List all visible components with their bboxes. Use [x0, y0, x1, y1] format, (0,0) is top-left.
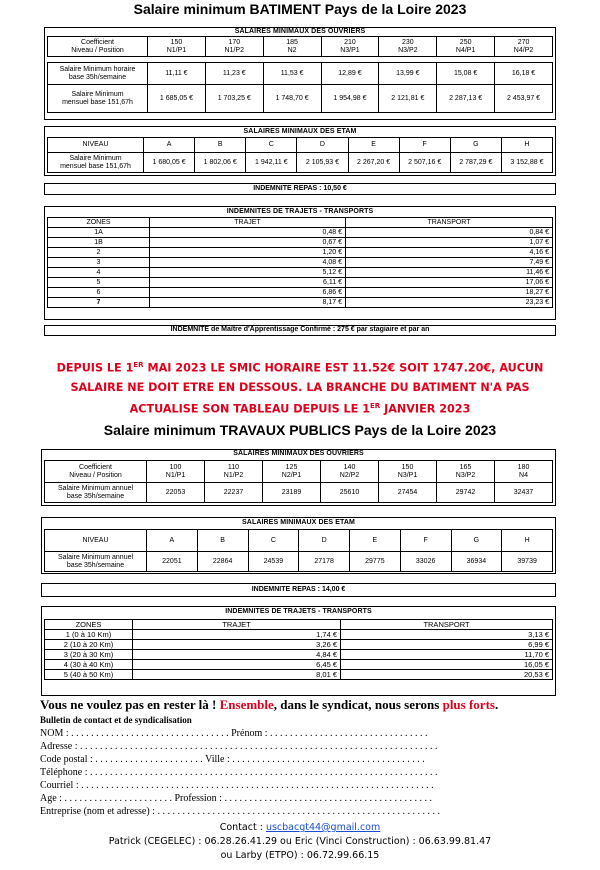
batiment-apprentissage-banner: INDEMNITE de Maître d'Apprentissage Confirmé : 275 € par stagiaire et par an	[44, 325, 556, 336]
value-cell: 32437	[495, 483, 553, 503]
batiment-trajets-table	[47, 217, 553, 308]
level-cell: F	[399, 138, 450, 153]
coef-cell: 170 N1/P2	[205, 37, 263, 57]
value-cell: 13,99 €	[379, 63, 437, 85]
zone-row	[48, 298, 553, 308]
value-cell: 15,08 €	[437, 63, 495, 85]
zone-row	[48, 228, 553, 238]
value-cell: 1 685,05 €	[148, 85, 206, 113]
transport-cell: 0,84 €	[346, 228, 553, 238]
col-zones: ZONES	[48, 218, 150, 228]
level-cell: D	[297, 138, 348, 153]
value-cell: 29742	[437, 483, 495, 503]
level-cell: A	[144, 138, 195, 153]
batiment-trajets-header: INDEMNITES DE TRAJETS - TRANSPORTS	[226, 208, 374, 215]
zone-row	[45, 650, 553, 660]
form-heading: Bulletin de contact et de syndicalisation	[40, 715, 192, 725]
zone-cell: 5 (40 à 50 Km)	[45, 670, 133, 680]
tp-ouvriers-header: SALAIRES MINIMAUX DES OUVRIERS	[233, 450, 364, 457]
trajet-cell: 5,12 €	[150, 268, 346, 278]
form-field-nom[interactable]: NOM : . . . . . . . . . . . . . . . . . . . . . . . . . . . . . . . . Prénom : . . . . . . . . . . . . . . . . . . . . . . . . . . . . . . . .	[40, 728, 428, 739]
trajet-cell: 1,74 €	[133, 630, 341, 640]
value-cell: 11,11 €	[148, 63, 206, 85]
zone-cell: 1A	[48, 228, 150, 238]
tp-repas-banner: INDEMNITE REPAS : 14,00 €	[41, 583, 556, 597]
coef-cell: 165 N3/P2	[437, 461, 495, 483]
coef-cell: 185 N2	[263, 37, 321, 57]
transport-cell: 6,99 €	[341, 640, 553, 650]
coef-header-cell: Coefficient Niveau / Position	[45, 461, 147, 483]
coef-cell: 140 N2/P2	[321, 461, 379, 483]
value-cell: 2 105,93 €	[297, 153, 348, 173]
row-label: Salaire Minimum mensuel base 151,67h	[48, 85, 148, 113]
zone-row	[48, 258, 553, 268]
coef-cell: 125 N2/P1	[263, 461, 321, 483]
coef-cell: 110 N1/P2	[205, 461, 263, 483]
trajet-cell: 8,01 €	[133, 670, 341, 680]
trajet-cell: 0,67 €	[150, 238, 346, 248]
level-cell: G	[450, 138, 501, 153]
trajet-cell: 3,26 €	[133, 640, 341, 650]
trajet-cell: 6,86 €	[150, 288, 346, 298]
value-cell: 24539	[248, 552, 299, 572]
col-transport: TRANSPORT	[341, 620, 553, 630]
form-field-code-postal[interactable]: Code postal : . . . . . . . . . . . . . . . . . . . . . . Ville : . . . . . . . . . . . . . . . . . . . . . . . . . . . . . . . . . . . . . . .	[40, 754, 425, 765]
zone-row	[45, 630, 553, 640]
transport-cell: 20,53 €	[341, 670, 553, 680]
zone-cell: 3 (20 à 30 Km)	[45, 650, 133, 660]
value-cell: 2 267,20 €	[348, 153, 399, 173]
col-transport: TRANSPORT	[346, 218, 553, 228]
value-cell: 23189	[263, 483, 321, 503]
value-cell: 2 453,97 €	[495, 85, 553, 113]
smic-notice: DEPUIS LE 1ER MAI 2023 LE SMIC HORAIRE EST 11.52€ SOIT 1747.20€, AUCUN SALAIRE NE DOIT ETRE EN DESSOUS. LA BRANCHE DU BATIMENT N'A PAS ACTUALISE SON TABLEAU DEPUIS LE 1ER JANVIER 2023	[56, 361, 544, 416]
niveau-label: NIVEAU	[45, 530, 147, 552]
level-cell: D	[299, 530, 350, 552]
zone-row	[48, 268, 553, 278]
zone-cell: 3	[48, 258, 150, 268]
batiment-etam-table	[47, 137, 553, 173]
level-cell: C	[246, 138, 297, 153]
trajet-cell: 8,17 €	[150, 298, 346, 308]
level-cell: C	[248, 530, 299, 552]
niveau-label: NIVEAU	[48, 138, 144, 153]
form-field-adresse[interactable]: Adresse : . . . . . . . . . . . . . . . . . . . . . . . . . . . . . . . . . . . . . . . . . . . . . . . . . . . . . . . . . . . . . . . . . . . . . . . .	[40, 741, 438, 752]
value-cell: 1 703,25 €	[205, 85, 263, 113]
form-field-entreprise[interactable]: Entreprise (nom et adresse) : . . . . . . . . . . . . . . . . . . . . . . . . . . . . . . . . . . . . . . . . . . . . . . . . . . . . . . . . .	[40, 806, 440, 817]
coef-cell: 250 N4/P1	[437, 37, 495, 57]
value-cell: 27454	[379, 483, 437, 503]
value-cell: 22053	[147, 483, 205, 503]
value-cell: 1 802,06 €	[195, 153, 246, 173]
value-cell: 1 748,70 €	[263, 85, 321, 113]
trajet-cell: 0,48 €	[150, 228, 346, 238]
transport-cell: 4,16 €	[346, 248, 553, 258]
zone-row	[45, 660, 553, 670]
tp-trajets-table	[44, 619, 553, 680]
transport-cell: 7,49 €	[346, 258, 553, 268]
level-cell: F	[400, 530, 451, 552]
value-cell: 2 121,81 €	[379, 85, 437, 113]
transport-cell: 11,70 €	[341, 650, 553, 660]
coef-cell: 270 N4/P2	[495, 37, 553, 57]
value-cell: 12,89 €	[321, 63, 379, 85]
zone-cell: 6	[48, 288, 150, 298]
transport-cell: 17,06 €	[346, 278, 553, 288]
zone-row	[45, 670, 553, 680]
trajet-cell: 1,20 €	[150, 248, 346, 258]
value-cell: 39739	[502, 552, 553, 572]
value-cell: 11,23 €	[205, 63, 263, 85]
level-cell: A	[147, 530, 198, 552]
transport-cell: 16,05 €	[341, 660, 553, 670]
row-label: Salaire Minimum horaire base 35h/semaine	[48, 63, 148, 85]
col-zones: ZONES	[45, 620, 133, 630]
value-cell: 22864	[197, 552, 248, 572]
tp-etam-header: SALAIRES MINIMAUX DES ETAM	[242, 519, 355, 526]
coef-cell: 100 N1/P1	[147, 461, 205, 483]
zone-row	[45, 640, 553, 650]
appeal-text: Vous ne voulez pas en rester là ! Ensemble, dans le syndicat, nous serons plus forts.	[40, 697, 499, 712]
form-field-age[interactable]: Age : . . . . . . . . . . . . . . . . . . . . . . Profession : . . . . . . . . . . . . . . . . . . . . . . . . . . . . . . . . . . . . . . . . . .	[40, 793, 432, 804]
row-label: Salaire Minimum annuel base 35h/semaine	[45, 552, 147, 572]
tp-title: Salaire minimum TRAVAUX PUBLICS Pays de la Loire 2023	[103, 422, 497, 438]
coef-cell: 150 N1/P1	[148, 37, 206, 57]
row-label: Salaire Minimum mensuel base 151,67h	[48, 153, 144, 173]
value-cell: 1 954,98 €	[321, 85, 379, 113]
coef-cell: 210 N3/P1	[321, 37, 379, 57]
tp-ouvriers-table	[44, 460, 553, 503]
value-cell: 1 680,05 €	[144, 153, 195, 173]
transport-cell: 3,13 €	[341, 630, 553, 640]
transport-cell: 11,46 €	[346, 268, 553, 278]
value-cell: 2 507,16 €	[399, 153, 450, 173]
value-cell: 11,53 €	[263, 63, 321, 85]
trajet-cell: 6,11 €	[150, 278, 346, 288]
row-label: Salaire Minimum annuel base 35h/semaine	[45, 483, 147, 503]
zone-cell: 1 (0 à 10 Km)	[45, 630, 133, 640]
trajet-cell: 6,45 €	[133, 660, 341, 670]
level-cell: G	[451, 530, 502, 552]
value-cell: 22051	[147, 552, 198, 572]
level-cell: E	[350, 530, 401, 552]
level-cell: H	[502, 530, 553, 552]
batiment-etam-header: SALAIRES MINIMAUX DES ETAM	[243, 128, 357, 135]
tp-trajets-header: INDEMNITES DE TRAJETS - TRANSPORTS	[225, 608, 372, 615]
col-trajet: TRAJET	[133, 620, 341, 630]
trajet-cell: 4,84 €	[133, 650, 341, 660]
transport-cell: 1,07 €	[346, 238, 553, 248]
col-trajet: TRAJET	[150, 218, 346, 228]
zone-cell: 1B	[48, 238, 150, 248]
zone-cell: 7	[48, 298, 150, 308]
value-cell: 22237	[205, 483, 263, 503]
value-cell: 16,18 €	[495, 63, 553, 85]
zone-cell: 4 (30 à 40 Km)	[45, 660, 133, 670]
zone-cell: 5	[48, 278, 150, 288]
level-cell: B	[195, 138, 246, 153]
value-cell: 2 287,13 €	[437, 85, 495, 113]
tp-etam-table	[44, 529, 553, 572]
level-cell: B	[197, 530, 248, 552]
batiment-ouvriers-header: SALAIRES MINIMAUX DES OUVRIERS	[234, 28, 366, 35]
value-cell: 29775	[350, 552, 401, 572]
value-cell: 36934	[451, 552, 502, 572]
value-cell: 33026	[400, 552, 451, 572]
coef-header-cell: Coefficient Niveau / Position	[48, 37, 148, 57]
zone-row	[48, 288, 553, 298]
trajet-cell: 4,08 €	[150, 258, 346, 268]
contact-line: Contact : uscbacgt44@gmail.com	[219, 822, 381, 833]
transport-cell: 23,23 €	[346, 298, 553, 308]
level-cell: E	[348, 138, 399, 153]
coef-cell: 150 N3/P1	[379, 461, 437, 483]
form-field-telephone[interactable]: Téléphone : . . . . . . . . . . . . . . . . . . . . . . . . . . . . . . . . . . . . . . . . . . . . . . . . . . . . . . . . . . . . . . . . . . . . . .	[40, 767, 438, 778]
zone-row	[48, 278, 553, 288]
coef-cell: 230 N3/P2	[379, 37, 437, 57]
value-cell: 2 787,29 €	[450, 153, 501, 173]
value-cell: 1 942,11 €	[246, 153, 297, 173]
batiment-title: Salaire minimum BATIMENT Pays de la Loire 2023	[133, 1, 467, 17]
zone-cell: 2	[48, 248, 150, 258]
contact-phones: Patrick (CEGELEC) : 06.28.26.41.29 ou Eric (Vinci Construction) : 06.63.99.81.47	[108, 836, 492, 847]
contact-email-link[interactable]: uscbacgt44@gmail.com	[265, 822, 381, 833]
form-field-courriel[interactable]: Courriel : . . . . . . . . . . . . . . . . . . . . . . . . . . . . . . . . . . . . . . . . . . . . . . . . . . . . . . . . . . . . . . . . . . . . . . .	[40, 780, 434, 791]
coef-cell: 180 N4	[495, 461, 553, 483]
contact-phones-2: ou Larby (ETPO) : 06.72.99.66.15	[220, 850, 380, 861]
zone-cell: 2 (10 à 20 Km)	[45, 640, 133, 650]
zone-row	[48, 248, 553, 258]
zone-row	[48, 238, 553, 248]
value-cell: 25610	[321, 483, 379, 503]
value-cell: 3 152,88 €	[501, 153, 552, 173]
transport-cell: 18,27 €	[346, 288, 553, 298]
batiment-repas-banner: INDEMNITE REPAS : 10,50 €	[44, 183, 556, 195]
level-cell: H	[501, 138, 552, 153]
value-cell: 27178	[299, 552, 350, 572]
batiment-ouvriers-table	[47, 36, 553, 113]
zone-cell: 4	[48, 268, 150, 278]
